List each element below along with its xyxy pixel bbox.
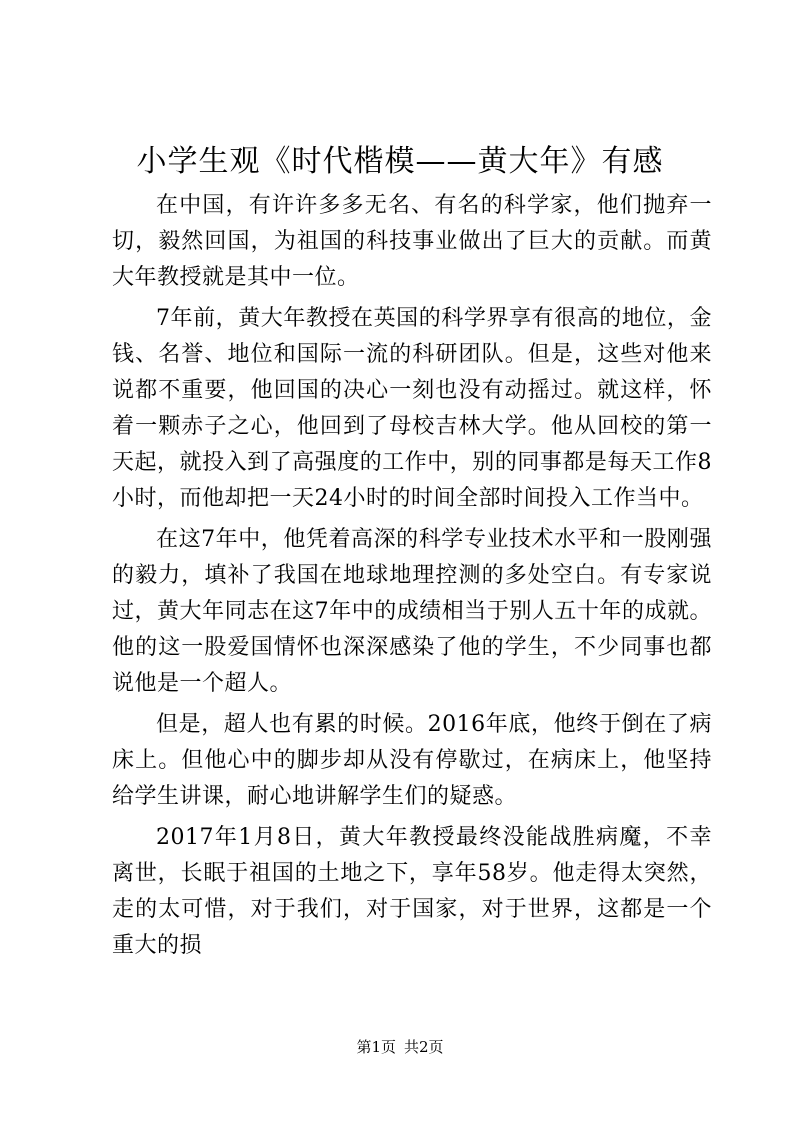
paragraph: 7年前，黄大年教授在英国的科学界享有很高的地位，金钱、名誉、地位和国际一流的科研团队。但是，这些对他来说都不重要，他回国的决心一刻也没有动摇过。就这样，怀着一颗赤子之心，他回到了母校吉林大学。他从回校的第一天起，就投入到了高强度的工作中，别的同事都是每天工作8小时，而他却把一天24小时的时间全部时间投入工作当中。 [112, 306, 712, 511]
page-total: 共2页 [404, 1038, 444, 1056]
paragraph: 2017年1月8日，黄大年教授最终没能战胜病魔，不幸离世，长眠于祖国的土地之下，享年58岁。他走得太突然，走的太可惜，对于我们，对于国家，对于世界，这都是一个重大的损 [112, 825, 712, 958]
document-body [112, 188, 712, 969]
page-number: 第1页 [356, 1038, 396, 1056]
page-footer [0, 1036, 800, 1058]
paragraph: 但是，超人也有累的时候。2016年底，他终于倒在了病床上。但他心中的脚步却从没有停歇过，在病床上，他坚持给学生讲课，耐心地讲解学生们的疑惑。 [112, 712, 712, 809]
document-title: 小学生观《时代楷模——黄大年》有感 [136, 144, 664, 179]
paragraph: 在中国，有许许多多无名、有名的科学家，他们抛弃一切，毅然回国，为祖国的科技事业做出了巨大的贡献。而黄大年教授就是其中一位。 [112, 193, 712, 290]
paragraph: 在这7年中，他凭着高深的科学专业技术水平和一股刚强的毅力，填补了我国在地球地理控测的多处空白。有专家说过，黄大年同志在这7年中的成绩相当于别人五十年的成就。他的这一股爱国情怀也深深感染了他的学生，不少同事也都说他是一个超人。 [112, 527, 712, 696]
